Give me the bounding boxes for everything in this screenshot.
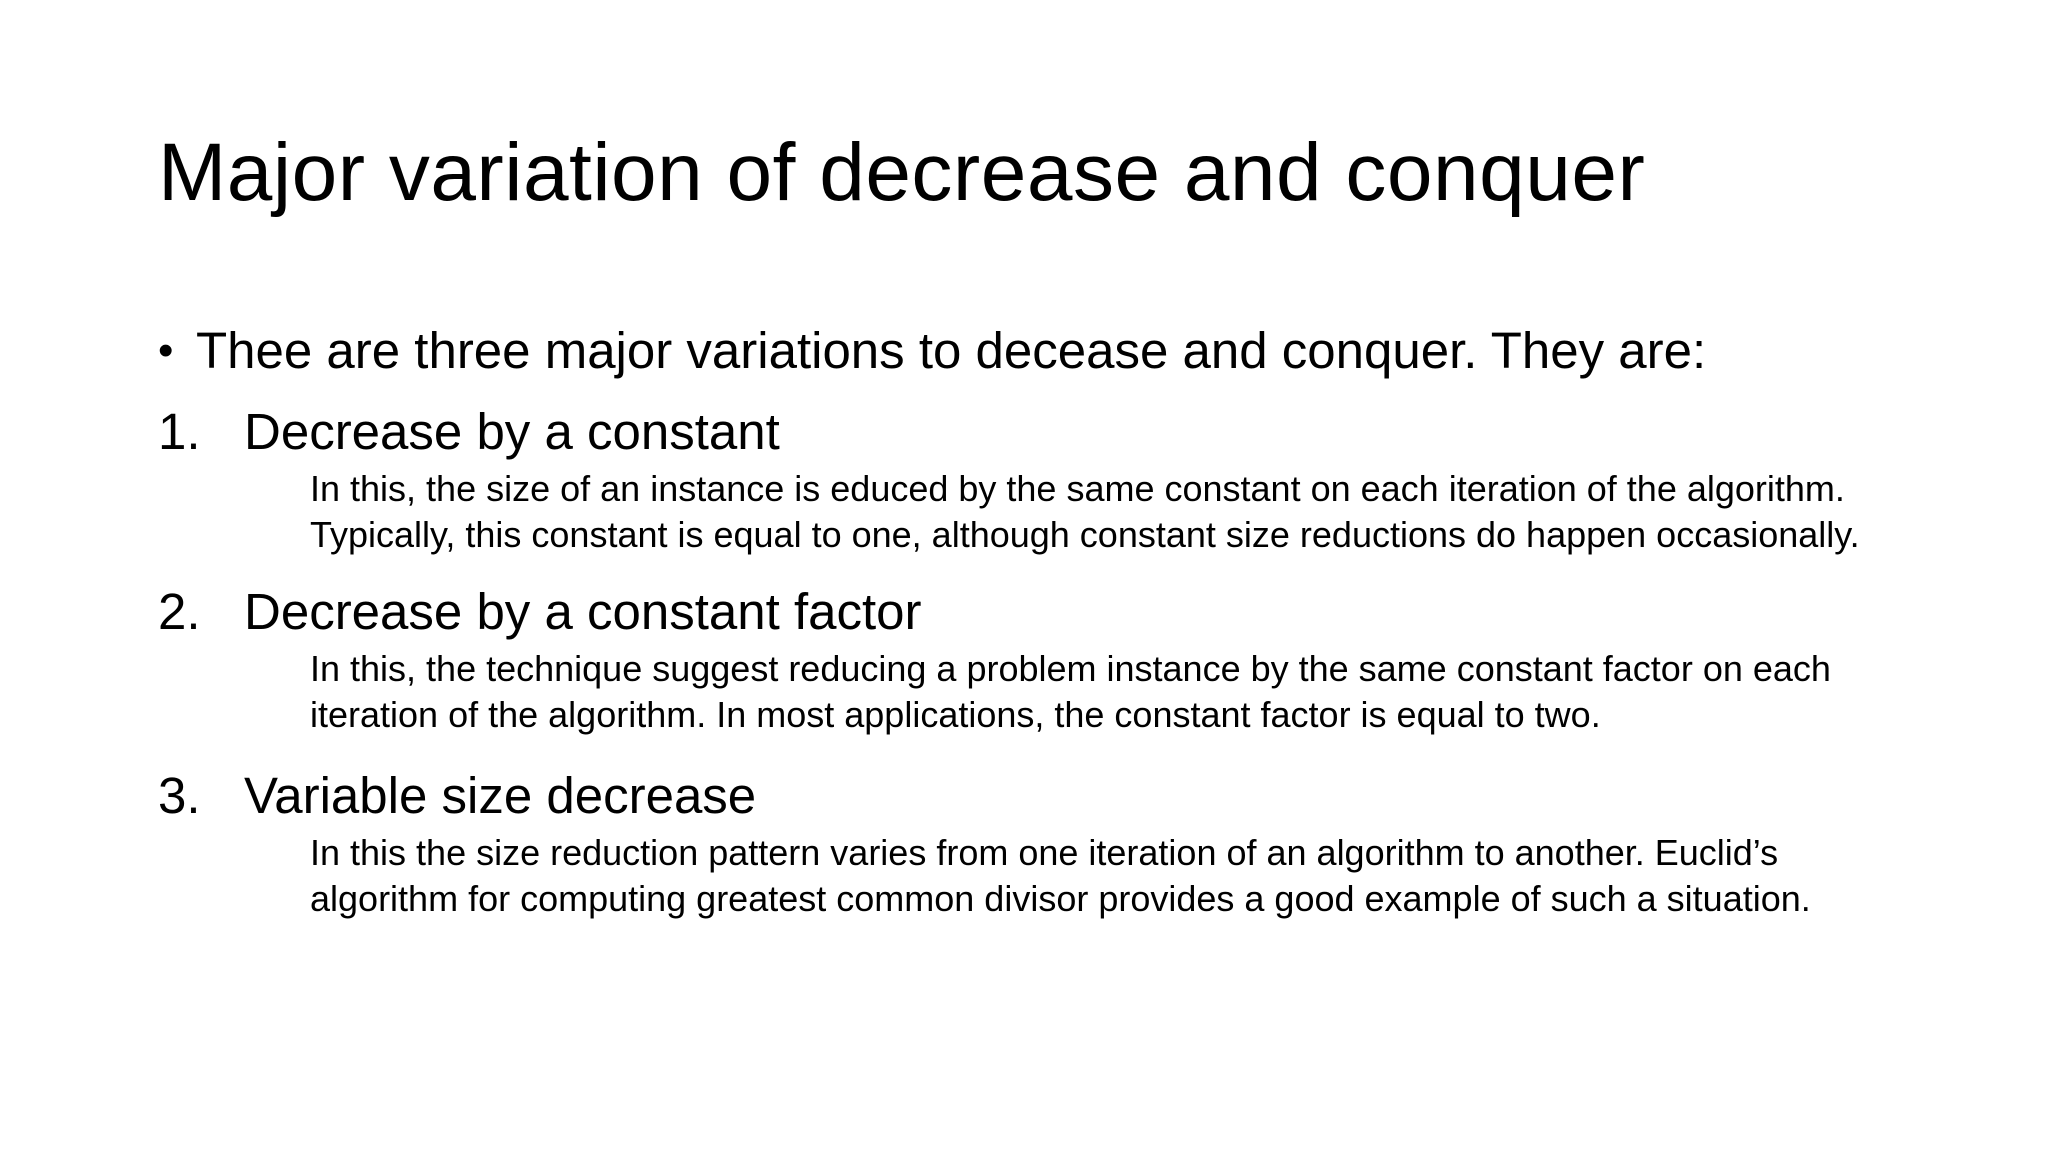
list-item-number: 1.: [158, 403, 201, 460]
list-item-description: In this, the size of an instance is educed by the same constant on each iteration of the algorithm. Typically, this constant is equal to one, although constant size reductions do happen occasionally.: [310, 468, 1860, 555]
slide-content: [158, 318, 1918, 922]
list-item-title: Decrease by a constant: [244, 403, 780, 460]
list-item-heading: [158, 398, 1918, 466]
list-item-description: In this, the technique suggest reducing a problem instance by the same constant factor on each iteration of the algorithm. In most applications, the constant factor is equal to two.: [310, 648, 1831, 735]
list-item-heading: [158, 762, 1918, 830]
list-item: [158, 398, 1918, 558]
list-item-title: Variable size decrease: [244, 767, 757, 824]
list-item-heading: [158, 578, 1918, 646]
slide-title: Major variation of decrease and conquer: [158, 127, 1646, 218]
bullet-icon: •: [158, 326, 174, 375]
list-item: [158, 578, 1918, 738]
list-item: [158, 762, 1918, 922]
list-item-title: Decrease by a constant factor: [244, 583, 922, 640]
list-item-number: 2.: [158, 583, 201, 640]
list-item-description: In this the size reduction pattern varies from one iteration of an algorithm to another. Euclid’s algorithm for computing greatest common divisor provides a good example of such a situation.: [310, 832, 1811, 919]
intro-bullet-line: [158, 318, 1918, 384]
intro-text: Thee are three major variations to decease and conquer. They are:: [196, 322, 1707, 379]
list-item-number: 3.: [158, 767, 201, 824]
